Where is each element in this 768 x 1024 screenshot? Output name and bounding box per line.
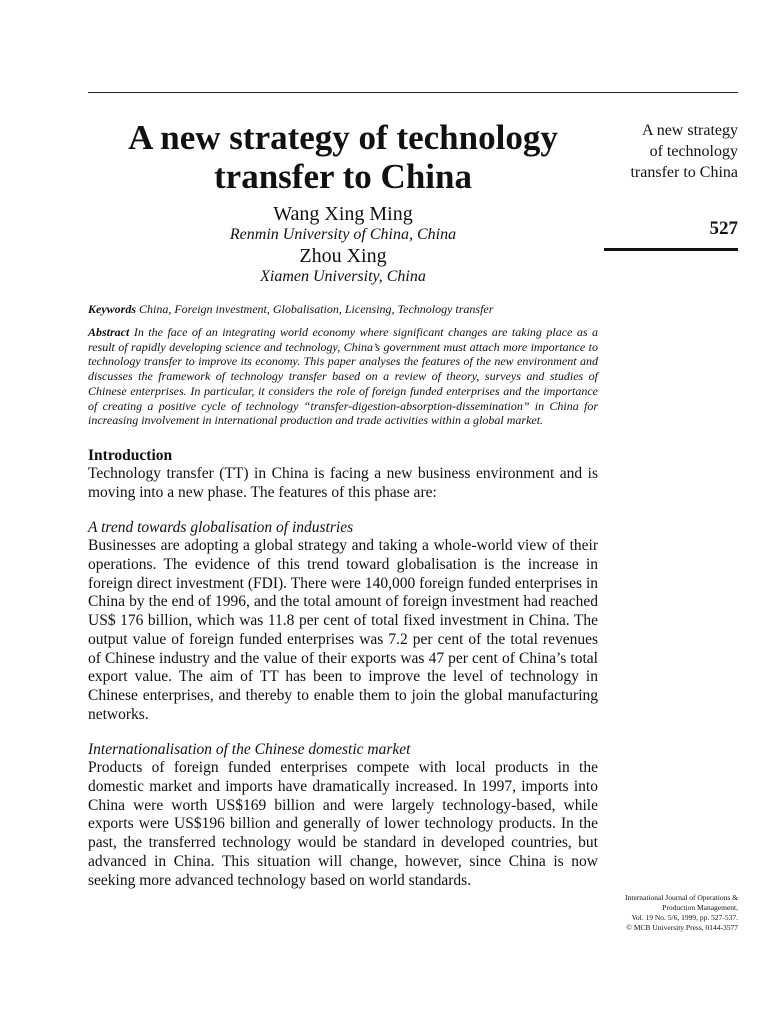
- author-1: Wang Xing Ming: [273, 203, 413, 225]
- running-title-line-1: A new strategy: [642, 122, 738, 139]
- page-number: 527: [709, 218, 738, 239]
- citation-line-2: Production Management,: [662, 903, 738, 912]
- sidebar: [604, 120, 738, 251]
- main-column: [88, 118, 598, 890]
- keywords-label: Keywords: [88, 302, 136, 316]
- citation-line-1: International Journal of Operations &: [625, 893, 738, 902]
- section1-heading: A trend towards globalisation of industries: [88, 519, 354, 537]
- abstract: [88, 325, 598, 428]
- section1-paragraph: Businesses are adopting a global strategy and taking a whole-world view of their operations. The evidence of this trend toward globalisation is the increase in foreign direct investment (FDI). There were 140,000 foreign funded enterprises in China by the end of 1996, and the total amount of foreign investment had reached US$ 176 billion, which was 11.8 per cent of total fixed investment in China. The output value of foreign funded enterprises was 7.2 per cent of the total revenues of Chinese industry and the value of their exports was 47 per cent of China’s total export value. The aim of TT has been to improve the level of technology in Chinese enterprises, and thereby to enable them to join the global manufacturing networks.: [88, 537, 598, 723]
- title-line-2: transfer to China: [214, 157, 472, 196]
- author-2: Zhou Xing: [299, 245, 387, 267]
- intro-heading: Introduction: [88, 446, 173, 464]
- affiliation-1: Renmin University of China, China: [229, 226, 457, 243]
- running-title-line-3: transfer to China: [630, 164, 738, 181]
- top-rule: [88, 92, 738, 93]
- affiliation-2: Xiamen University, China: [260, 268, 426, 285]
- section2-heading: Internationalisation of the Chinese domestic market: [88, 741, 411, 759]
- abstract-label: Abstract: [88, 325, 130, 339]
- sidebar-rule: [604, 248, 738, 251]
- journal-citation: [604, 893, 738, 933]
- abstract-text: In the face of an integrating world economy where significant changes are taking place as a result of rapidly developing science and technology, China’s government must attach more importance to technology transfer to improve its economy. This paper analyses the features of the new environment and discusses the framework of technology transfer based on a review of theory, surveys and studies of Chinese enterprises. In particular, it considers the role of foreign funded enterprises and the importance of creating a positive cycle of technology “transfer-digestion-absorption-dissemination” in China for increasing involvement in international production and trade activities within a global market.: [88, 325, 599, 428]
- article-title: [88, 118, 598, 196]
- running-title: [604, 120, 738, 183]
- keywords: [88, 301, 598, 317]
- title-line-1: A new strategy of technology: [128, 118, 558, 157]
- keywords-text: China, Foreign investment, Globalisation, Licensing, Technology transfer: [139, 302, 494, 316]
- citation-line-4: © MCB University Press, 0144-3577: [626, 923, 738, 932]
- section2-paragraph: Products of foreign funded enterprises compete with local products in the domestic market and imports have dramatically increased. In 1997, imports into China were worth US$169 billion and were largely technology-based, while exports were US$196 billion and generally of lower technology products. In the past, the transferred technology would be standard in developed countries, but advanced in China. This situation will change, however, since China is now seeking more advanced technology based on world standards.: [88, 759, 598, 889]
- citation-line-3: Vol. 19 No. 5/6, 1999, pp. 527-537.: [631, 913, 738, 922]
- running-title-line-2: of technology: [649, 143, 738, 160]
- intro-paragraph: Technology transfer (TT) in China is facing a new business environment and is moving into a new phase. The features of this phase are:: [88, 464, 598, 501]
